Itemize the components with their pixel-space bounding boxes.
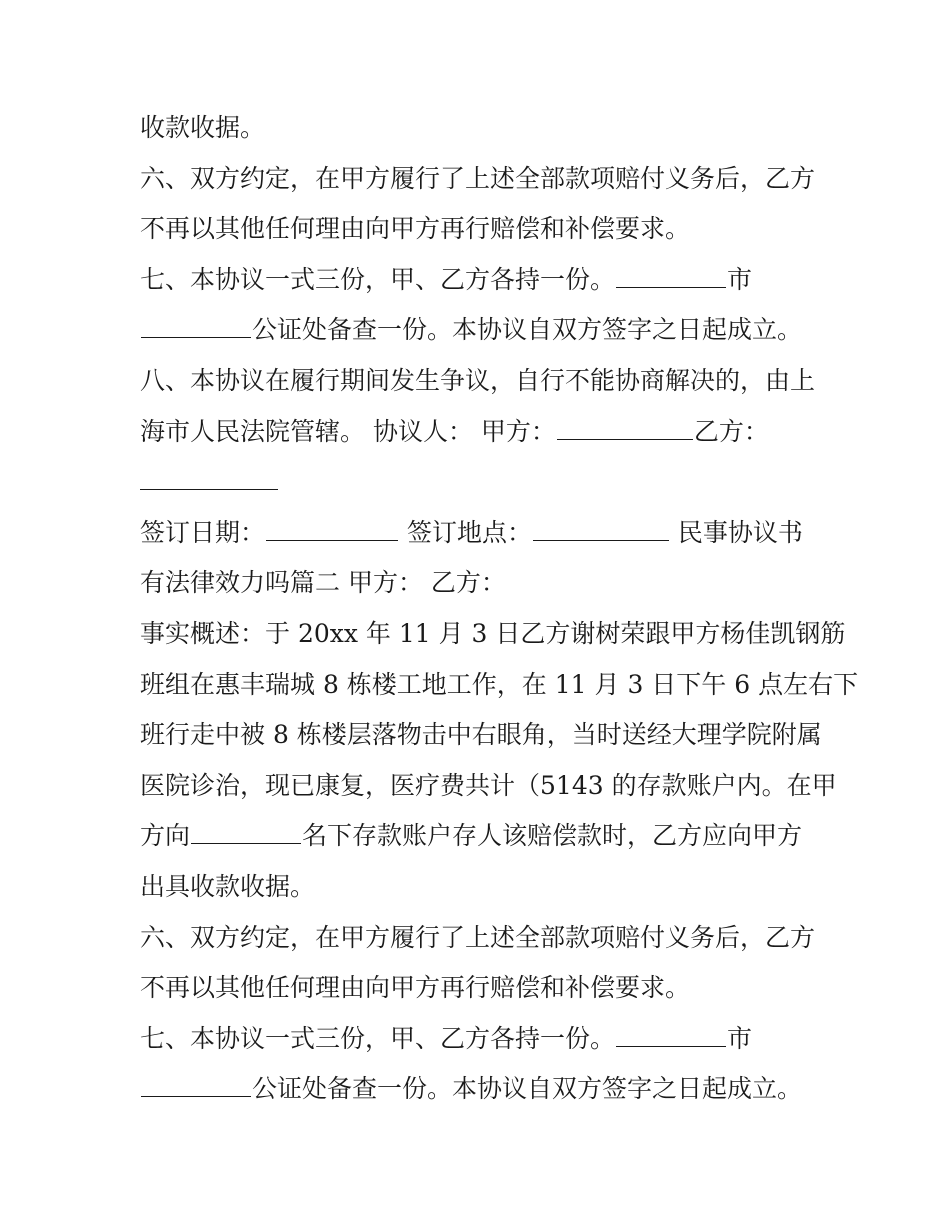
text-line: 八、本协议在履行期间发生争议，自行不能协商解决的，由上 [140, 365, 816, 395]
fill-in-blank [141, 317, 251, 338]
text-line [140, 255, 820, 306]
text-line [140, 811, 820, 862]
text-line: 收款收据。 [140, 113, 266, 142]
text-line: 有法律效力吗篇二 甲方： 乙方： [140, 568, 506, 598]
text-segment: 方向 [140, 821, 191, 851]
text-line: 六、双方约定，在甲方履行了上述全部款项赔付义务后，乙方 [140, 922, 816, 952]
text-segment: 签订日期： [140, 517, 266, 547]
text-line: 出具收款收据。 [140, 871, 316, 901]
fill-in-blank [533, 520, 669, 541]
fill-in-blank [140, 469, 278, 490]
text-line: 不再以其他任何理由向甲方再行赔偿和补偿要求。 [140, 214, 691, 244]
text-segment: 七、本协议一式三份，甲、乙方各持一份。 [140, 1023, 616, 1053]
fill-in-blank [616, 267, 726, 288]
fill-in-blank [191, 823, 301, 844]
text-line [140, 407, 820, 458]
fill-in-blank [141, 1076, 251, 1097]
text-segment: 市 [727, 1023, 753, 1053]
text-line [140, 1064, 820, 1115]
text-line [140, 305, 820, 356]
text-segment: 签订地点： [399, 517, 532, 547]
text-line: 事实概述：于 20xx 年 11 月 3 日乙方谢树荣跟甲方杨佳凯钢筋 [140, 618, 846, 648]
text-segment: 公证处备查一份。本协议自双方签字之日起成立。 [252, 1074, 803, 1104]
text-line: 医院诊治，现已康复，医疗费共计（5143 的存款账户内。在甲 [140, 770, 837, 800]
text-line [140, 508, 820, 559]
text-segment: 民事协议书 [669, 517, 803, 547]
fill-in-blank [266, 520, 398, 541]
text-segment: 公证处备查一份。本协议自双方签字之日起成立。 [252, 315, 803, 345]
text-line: 班组在惠丰瑞城 8 栋楼工地工作，在 11 月 3 日下午 6 点左右下 [140, 669, 859, 699]
text-line: 班行走中被 8 栋楼层落物击中右眼角，当时送经大理学院附属 [140, 720, 822, 750]
text-line [140, 457, 820, 508]
document-body [140, 103, 859, 1115]
text-segment: 海市人民法院管辖。 协议人： 甲方： [140, 416, 556, 446]
text-segment: 七、本协议一式三份，甲、乙方各持一份。 [140, 264, 616, 294]
text-segment: 乙方： [693, 416, 769, 446]
fill-in-blank [616, 1026, 726, 1047]
text-line [140, 1014, 820, 1065]
text-segment: 名下存款账户存人该赔偿款时，乙方应向甲方 [302, 821, 803, 851]
text-line: 六、双方约定，在甲方履行了上述全部款项赔付义务后，乙方 [140, 163, 816, 193]
fill-in-blank [557, 419, 693, 440]
text-line: 不再以其他任何理由向甲方再行赔偿和补偿要求。 [140, 973, 691, 1003]
text-segment: 市 [727, 264, 753, 294]
